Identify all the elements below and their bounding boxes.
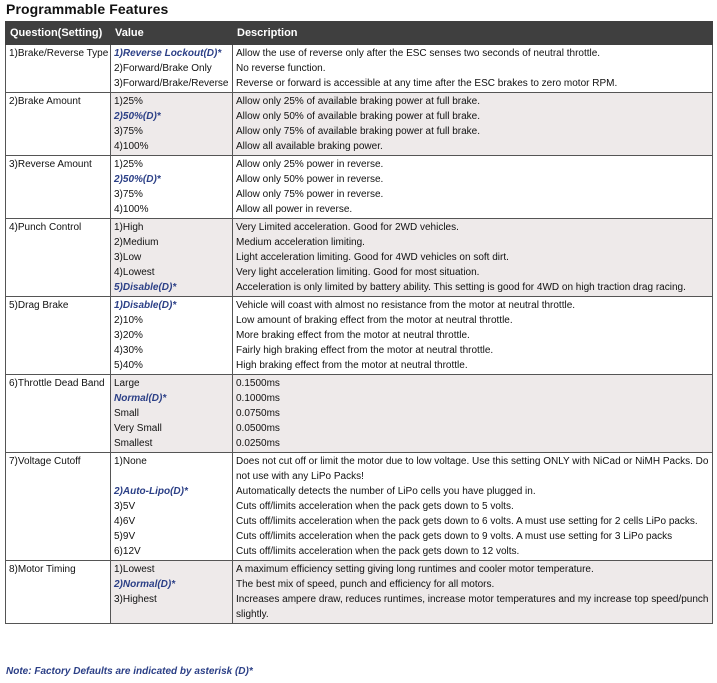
description-cell: Allow the use of reverse only after the ESC senses two seconds of neutral throttle. [233, 45, 713, 62]
page-title: Programmable Features [6, 1, 169, 17]
question-cell: 3)Reverse Amount [6, 156, 111, 173]
question-cell [6, 358, 111, 375]
table-row [6, 421, 713, 436]
setting-group [6, 219, 713, 297]
value-cell: Very Small [111, 421, 233, 436]
table-row [6, 187, 713, 202]
table-row [6, 202, 713, 219]
description-cell: Allow all power in reverse. [233, 202, 713, 219]
table-row [6, 313, 713, 328]
value-cell: 6)12V [111, 544, 233, 561]
question-cell [6, 313, 111, 328]
setting-group [6, 45, 713, 93]
table-row [6, 280, 713, 297]
value-cell: 1)25% [111, 156, 233, 173]
question-cell [6, 172, 111, 187]
value-cell: Large [111, 375, 233, 392]
question-cell [6, 529, 111, 544]
question-cell: 8)Motor Timing [6, 561, 111, 578]
value-cell: 5)40% [111, 358, 233, 375]
setting-group [6, 453, 713, 561]
setting-group [6, 297, 713, 375]
table-row [6, 93, 713, 110]
question-cell [6, 139, 111, 156]
table-row [6, 76, 713, 93]
table-row [6, 124, 713, 139]
setting-group [6, 156, 713, 219]
value-cell: 3)75% [111, 124, 233, 139]
table-row [6, 61, 713, 76]
header-value: Value [111, 22, 233, 45]
value-cell-default: 2)50%(D)* [111, 109, 233, 124]
table-row [6, 544, 713, 561]
value-cell-default: 2)Normal(D)* [111, 577, 233, 592]
question-cell [6, 436, 111, 453]
description-cell: 0.0500ms [233, 421, 713, 436]
value-cell: 1)None [111, 453, 233, 485]
description-cell: More braking effect from the motor at neutral throttle. [233, 328, 713, 343]
table-row [6, 235, 713, 250]
description-cell: 0.0250ms [233, 436, 713, 453]
description-cell: Fairly high braking effect from the motor at neutral throttle. [233, 343, 713, 358]
table-row [6, 45, 713, 62]
description-cell: Cuts off/limits acceleration when the pack gets down to 5 volts. [233, 499, 713, 514]
question-cell [6, 202, 111, 219]
table-header [6, 22, 713, 45]
header-description: Description [233, 22, 713, 45]
table-row [6, 436, 713, 453]
question-cell [6, 499, 111, 514]
table-row [6, 561, 713, 578]
description-cell: Allow all available braking power. [233, 139, 713, 156]
setting-group [6, 561, 713, 624]
question-cell [6, 343, 111, 358]
value-cell: Smallest [111, 436, 233, 453]
description-cell: A maximum efficiency setting giving long runtimes and cooler motor temperature. [233, 561, 713, 578]
question-cell [6, 187, 111, 202]
table-row [6, 265, 713, 280]
value-cell: 4)100% [111, 139, 233, 156]
value-cell-default: 1)Reverse Lockout(D)* [111, 45, 233, 62]
table-row [6, 343, 713, 358]
table-row [6, 592, 713, 624]
value-cell: 3)Low [111, 250, 233, 265]
value-cell-default: Normal(D)* [111, 391, 233, 406]
description-cell: Automatically detects the number of LiPo cells you have plugged in. [233, 484, 713, 499]
table-row [6, 391, 713, 406]
table-row [6, 529, 713, 544]
description-cell: No reverse function. [233, 61, 713, 76]
programmable-features-table [5, 21, 713, 624]
description-cell: High braking effect from the motor at neutral throttle. [233, 358, 713, 375]
table-row [6, 250, 713, 265]
value-cell-default: 1)Disable(D)* [111, 297, 233, 314]
question-cell: 5)Drag Brake [6, 297, 111, 314]
question-cell [6, 109, 111, 124]
question-cell: 6)Throttle Dead Band [6, 375, 111, 392]
description-cell: Medium acceleration limiting. [233, 235, 713, 250]
description-cell: Very Limited acceleration. Good for 2WD vehicles. [233, 219, 713, 236]
description-cell: Light acceleration limiting. Good for 4WD vehicles on soft dirt. [233, 250, 713, 265]
description-cell: Low amount of braking effect from the motor at neutral throttle. [233, 313, 713, 328]
question-cell [6, 61, 111, 76]
question-cell [6, 421, 111, 436]
description-cell: Cuts off/limits acceleration when the pack gets down to 6 volts. A must use setting for 2 cells LiPo packs. [233, 514, 713, 529]
question-cell [6, 265, 111, 280]
description-cell: Vehicle will coast with almost no resistance from the motor at neutral throttle. [233, 297, 713, 314]
value-cell: 4)6V [111, 514, 233, 529]
question-cell [6, 250, 111, 265]
question-cell [6, 484, 111, 499]
value-cell: 3)5V [111, 499, 233, 514]
description-cell: Allow only 25% power in reverse. [233, 156, 713, 173]
value-cell: 2)Medium [111, 235, 233, 250]
description-cell: Allow only 50% power in reverse. [233, 172, 713, 187]
table-row [6, 172, 713, 187]
question-cell [6, 592, 111, 624]
question-cell: 7)Voltage Cutoff [6, 453, 111, 485]
value-cell: 2)10% [111, 313, 233, 328]
table-row [6, 139, 713, 156]
table-row [6, 514, 713, 529]
value-cell-default: 5)Disable(D)* [111, 280, 233, 297]
description-cell: Allow only 75% power in reverse. [233, 187, 713, 202]
value-cell: 4)100% [111, 202, 233, 219]
table-row [6, 297, 713, 314]
value-cell: 2)Forward/Brake Only [111, 61, 233, 76]
value-cell: 3)75% [111, 187, 233, 202]
question-cell [6, 328, 111, 343]
description-cell: Does not cut off or limit the motor due to low voltage. Use this setting ONLY with NiCad or NiMH Packs. Do not use with any LiPo Packs! [233, 453, 713, 485]
question-cell [6, 124, 111, 139]
description-cell: Allow only 25% of available braking power at full brake. [233, 93, 713, 110]
table-row [6, 358, 713, 375]
description-cell: 0.1000ms [233, 391, 713, 406]
value-cell-default: 2)50%(D)* [111, 172, 233, 187]
table-row [6, 453, 713, 485]
value-cell: 4)30% [111, 343, 233, 358]
description-cell: Allow only 50% of available braking power at full brake. [233, 109, 713, 124]
value-cell: 1)25% [111, 93, 233, 110]
value-cell-default: 2)Auto-Lipo(D)* [111, 484, 233, 499]
question-cell [6, 235, 111, 250]
value-cell: Small [111, 406, 233, 421]
table-row [6, 499, 713, 514]
table-row [6, 219, 713, 236]
table-row [6, 328, 713, 343]
table-row [6, 156, 713, 173]
question-cell [6, 514, 111, 529]
question-cell [6, 391, 111, 406]
description-cell: Increases ampere draw, reduces runtimes, increase motor temperatures and my increase top speed/punch slightly. [233, 592, 713, 624]
description-cell: The best mix of speed, punch and efficiency for all motors. [233, 577, 713, 592]
value-cell: 3)Highest [111, 592, 233, 624]
setting-group [6, 375, 713, 453]
setting-group [6, 93, 713, 156]
question-cell: 4)Punch Control [6, 219, 111, 236]
header-question: Question(Setting) [6, 22, 111, 45]
value-cell: 5)9V [111, 529, 233, 544]
table-row [6, 109, 713, 124]
value-cell: 1)Lowest [111, 561, 233, 578]
description-cell: Acceleration is only limited by battery ability. This setting is good for 4WD on high traction drag racing. [233, 280, 713, 297]
description-cell: Cuts off/limits acceleration when the pack gets down to 12 volts. [233, 544, 713, 561]
description-cell: 0.0750ms [233, 406, 713, 421]
table-row [6, 484, 713, 499]
value-cell: 4)Lowest [111, 265, 233, 280]
question-cell [6, 280, 111, 297]
question-cell [6, 76, 111, 93]
table-row [6, 375, 713, 392]
table-row [6, 577, 713, 592]
question-cell: 1)Brake/Reverse Type [6, 45, 111, 62]
description-cell: 0.1500ms [233, 375, 713, 392]
description-cell: Reverse or forward is accessible at any time after the ESC brakes to zero motor RPM. [233, 76, 713, 93]
value-cell: 3)Forward/Brake/Reverse [111, 76, 233, 93]
description-cell: Very light acceleration limiting. Good for most situation. [233, 265, 713, 280]
value-cell: 1)High [111, 219, 233, 236]
value-cell: 3)20% [111, 328, 233, 343]
question-cell [6, 577, 111, 592]
description-cell: Cuts off/limits acceleration when the pack gets down to 9 volts. A must use setting for 3 LiPo packs [233, 529, 713, 544]
description-cell: Allow only 75% of available braking power at full brake. [233, 124, 713, 139]
question-cell [6, 544, 111, 561]
question-cell: 2)Brake Amount [6, 93, 111, 110]
question-cell [6, 406, 111, 421]
table-row [6, 406, 713, 421]
footnote: Note: Factory Defaults are indicated by asterisk (D)* [6, 666, 253, 677]
